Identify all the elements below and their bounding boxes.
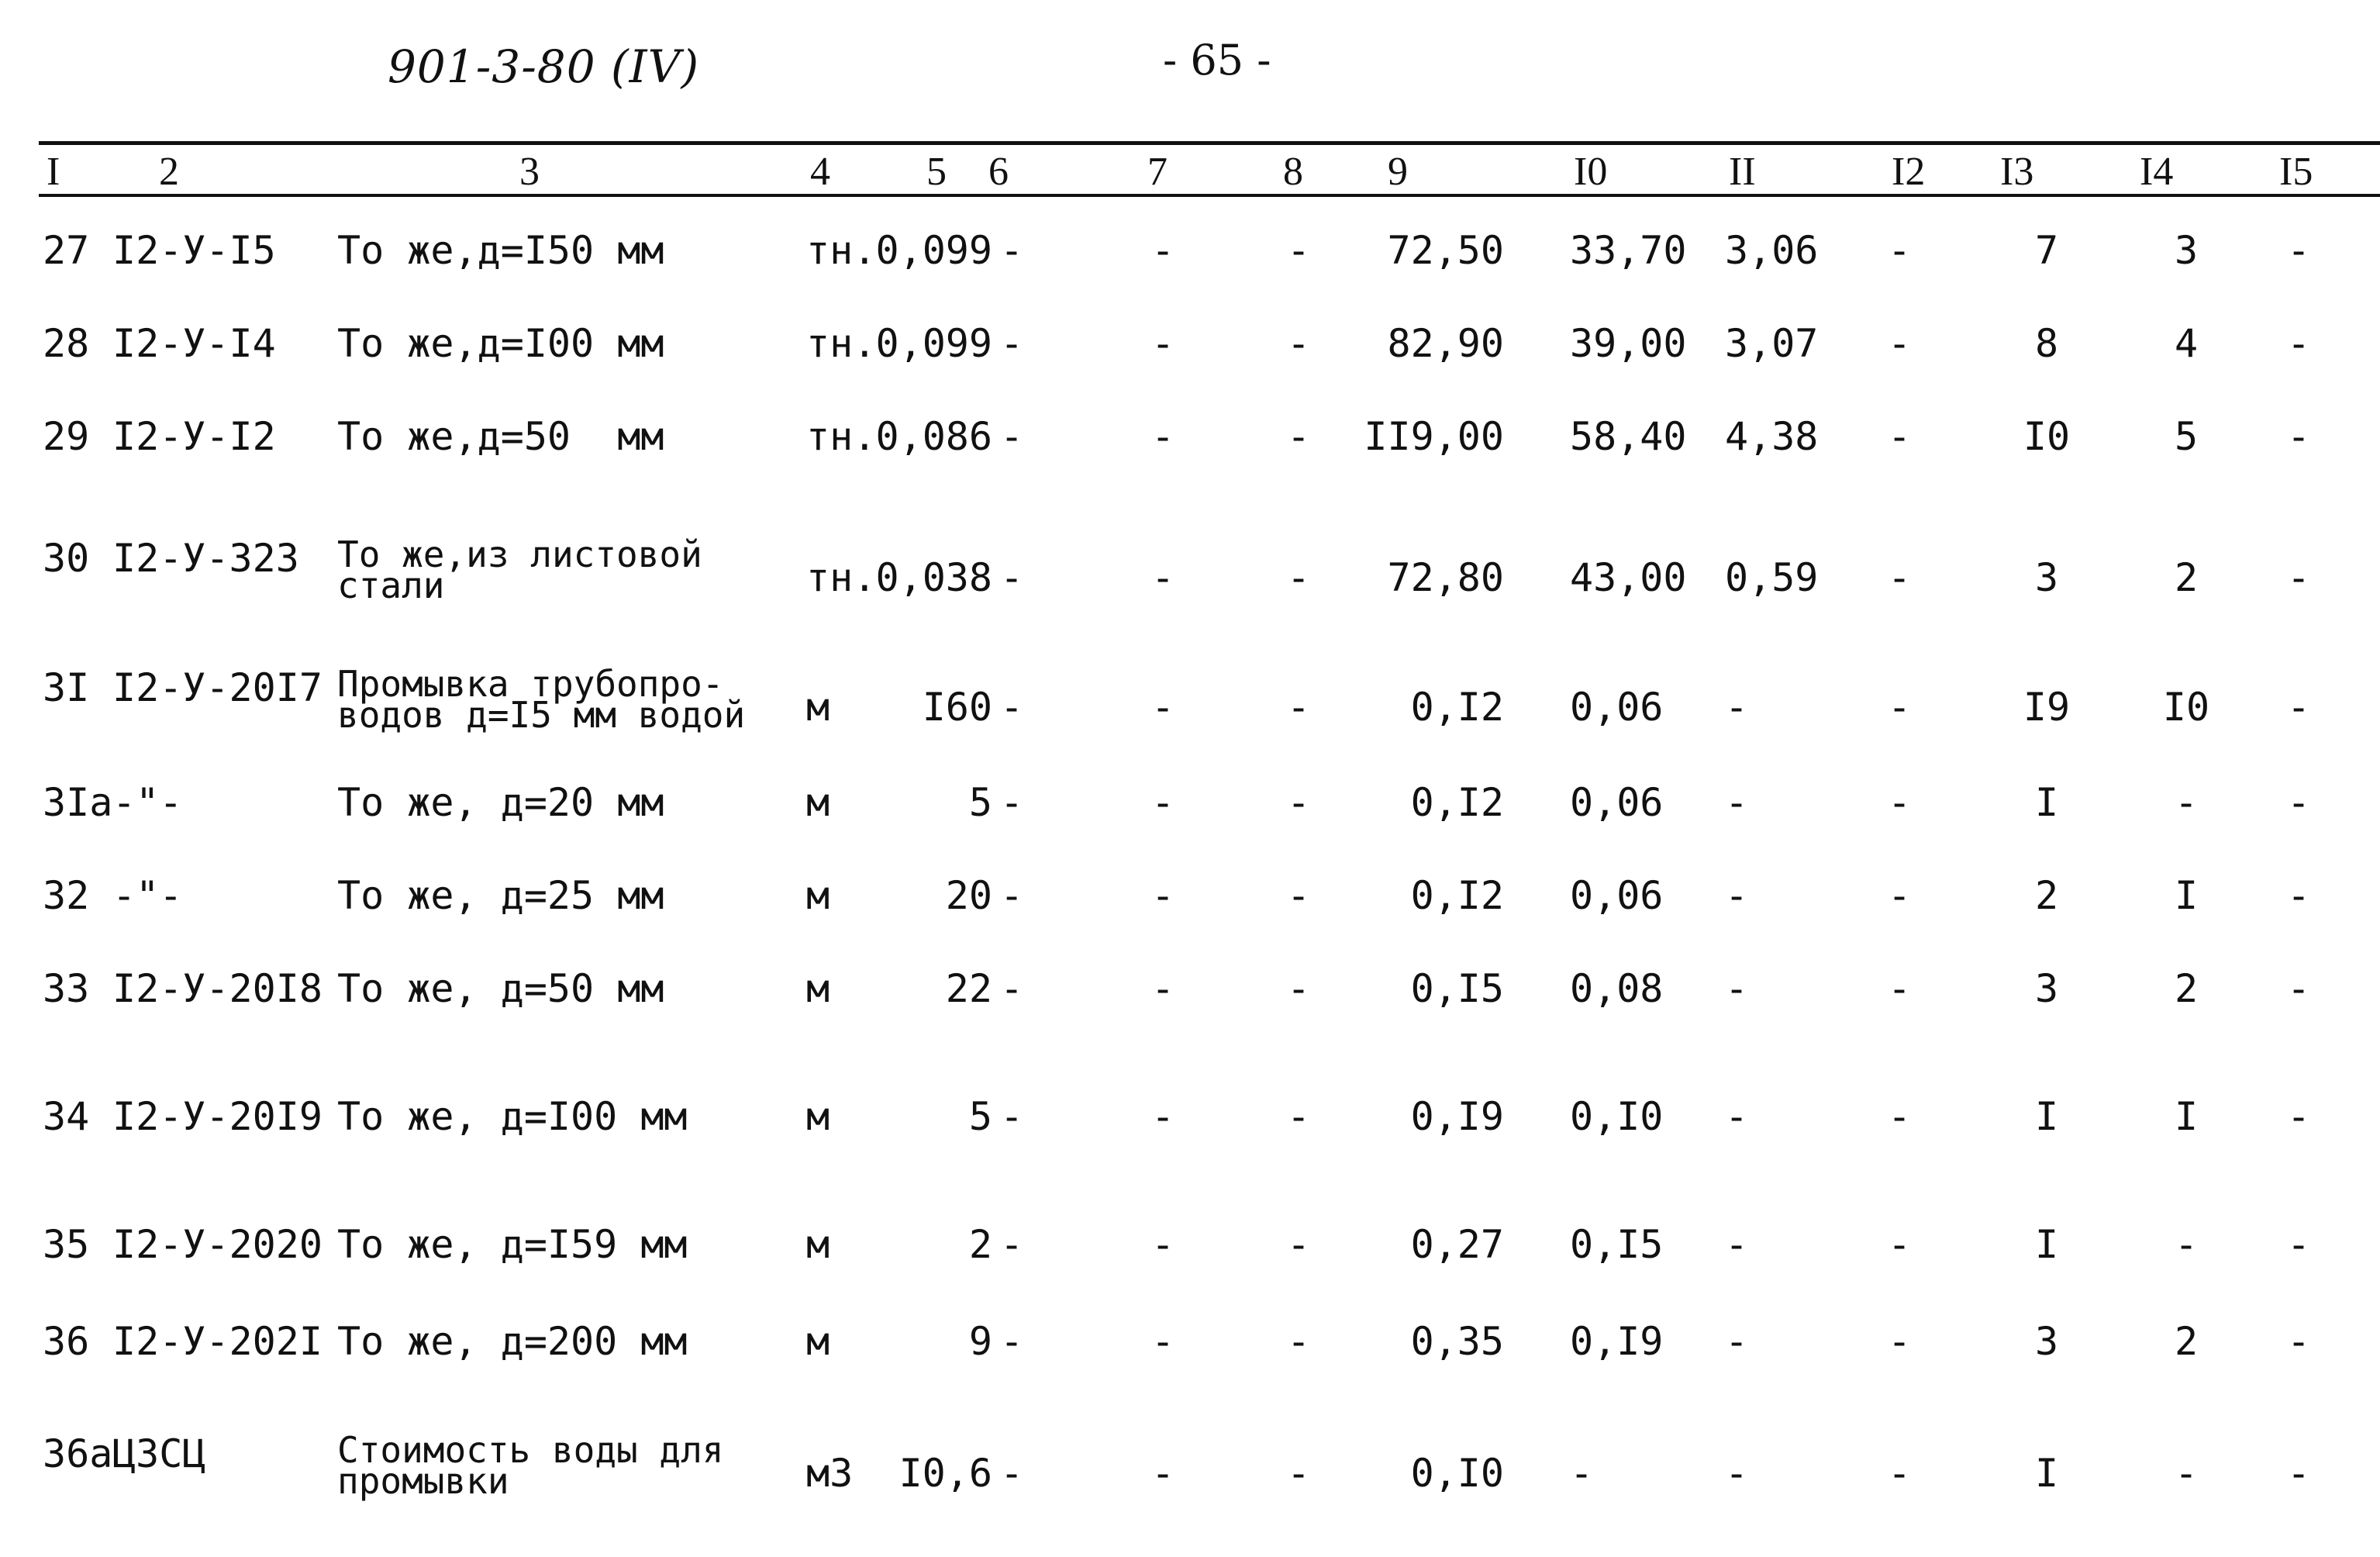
- column-header: I3: [2000, 150, 2034, 194]
- cell-c6: -: [1000, 780, 1024, 825]
- cell-c12: -: [1887, 1319, 1912, 1364]
- cell-c13: I: [2034, 1451, 2059, 1496]
- cell-c12: -: [1887, 1222, 1912, 1267]
- cell-c10: 43,00: [1570, 555, 1687, 600]
- cell-description: То же, д=I00 мм: [337, 1094, 688, 1139]
- column-header: II: [1729, 150, 1756, 194]
- cell-c9: 0,I0: [1410, 1451, 1504, 1496]
- cell-c6: -: [1000, 685, 1024, 730]
- cell-c11: -: [1725, 1451, 1749, 1496]
- cell-description: То же,д=50 мм: [337, 414, 664, 459]
- cell-c8: -: [1286, 228, 1311, 273]
- cell-unit: м: [806, 1222, 830, 1267]
- cell-code: -"-: [112, 780, 183, 825]
- cell-c11: 0,59: [1725, 555, 1819, 600]
- cell-qty: 0,038: [875, 555, 992, 600]
- cell-c6: -: [1000, 555, 1024, 600]
- cell-c6: -: [1000, 414, 1024, 459]
- cell-unit: тн.: [806, 555, 877, 600]
- top-rule: [39, 141, 2380, 145]
- cell-description: То же, д=I59 мм: [337, 1222, 688, 1267]
- cell-c8: -: [1286, 685, 1311, 730]
- cell-n: 34: [43, 1094, 90, 1139]
- cell-c15: -: [2286, 966, 2311, 1011]
- cell-c12: -: [1887, 414, 1912, 459]
- cell-qty: 5: [968, 780, 992, 825]
- cell-c9: 72,50: [1387, 228, 1504, 273]
- column-header: 9: [1388, 150, 1408, 194]
- cell-c9: 0,I2: [1410, 685, 1504, 730]
- cell-c14: -: [2174, 1222, 2199, 1267]
- cell-c8: -: [1286, 414, 1311, 459]
- column-header: I2: [1892, 150, 1926, 194]
- cell-description: То же, д=20 мм: [337, 780, 664, 825]
- cell-c7: -: [1150, 966, 1175, 1011]
- column-header: 6: [988, 150, 1009, 194]
- cell-c9: 0,I9: [1410, 1094, 1504, 1139]
- cell-c12: -: [1887, 228, 1912, 273]
- cell-c11: -: [1725, 685, 1749, 730]
- cell-c6: -: [1000, 1451, 1024, 1496]
- cell-c13: 3: [2034, 1319, 2059, 1364]
- cell-c15: -: [2286, 228, 2311, 273]
- cell-c8: -: [1286, 1451, 1311, 1496]
- cell-unit: м: [806, 780, 830, 825]
- cell-c8: -: [1286, 780, 1311, 825]
- cell-n: 3I: [43, 665, 90, 710]
- cell-unit: м3: [806, 1451, 854, 1496]
- cell-qty: 20: [945, 873, 992, 918]
- cell-c15: -: [2286, 780, 2311, 825]
- cell-c10: 0,08: [1570, 966, 1664, 1011]
- column-header: I: [47, 150, 60, 194]
- cell-unit: тн.: [806, 414, 877, 459]
- cell-c11: 4,38: [1725, 414, 1819, 459]
- cell-c12: -: [1887, 321, 1912, 366]
- cell-c14: -: [2174, 1451, 2199, 1496]
- cell-c6: -: [1000, 873, 1024, 918]
- cell-c10: 0,06: [1570, 780, 1664, 825]
- cell-qty: 5: [968, 1094, 992, 1139]
- cell-code: ЦЗСЦ: [112, 1431, 206, 1476]
- cell-c8: -: [1286, 321, 1311, 366]
- cell-c14: 2: [2174, 555, 2199, 600]
- cell-c13: I: [2034, 1094, 2059, 1139]
- cell-c11: -: [1725, 1222, 1749, 1267]
- cell-code: I2-У-I5: [112, 228, 276, 273]
- cell-c10: 0,I5: [1570, 1222, 1664, 1267]
- cell-unit: тн.: [806, 228, 877, 273]
- cell-c7: -: [1150, 555, 1175, 600]
- cell-n: 3Iа: [43, 780, 113, 825]
- cell-c12: -: [1887, 966, 1912, 1011]
- cell-c7: -: [1150, 1451, 1175, 1496]
- cell-c9: II9,00: [1364, 414, 1504, 459]
- cell-description: стали: [337, 564, 445, 606]
- cell-c14: I: [2174, 873, 2199, 918]
- cell-c10: 39,00: [1570, 321, 1687, 366]
- cell-description: промывки: [337, 1460, 509, 1502]
- cell-c7: -: [1150, 685, 1175, 730]
- cell-c15: -: [2286, 1222, 2311, 1267]
- cell-code: I2-У-2020: [112, 1222, 323, 1267]
- cell-n: 32: [43, 873, 90, 918]
- cell-code: I2-У-323: [112, 536, 299, 581]
- cell-c6: -: [1000, 966, 1024, 1011]
- cell-c15: -: [2286, 873, 2311, 918]
- cell-c11: 3,07: [1725, 321, 1819, 366]
- column-header: I0: [1574, 150, 1608, 194]
- cell-unit: м: [806, 966, 830, 1011]
- cell-unit: м: [806, 873, 830, 918]
- cell-c8: -: [1286, 555, 1311, 600]
- cell-description: То же, д=200 мм: [337, 1319, 688, 1364]
- column-header: 2: [159, 150, 179, 194]
- cell-n: 36а: [43, 1431, 113, 1476]
- cell-c15: -: [2286, 685, 2311, 730]
- cell-c10: 58,40: [1570, 414, 1687, 459]
- cell-c9: 0,I2: [1410, 780, 1504, 825]
- document-code: 901-3-80 (IV): [388, 40, 700, 93]
- cell-c13: I9: [2023, 685, 2071, 730]
- cell-c10: 0,06: [1570, 873, 1664, 918]
- cell-c6: -: [1000, 228, 1024, 273]
- cell-c9: 0,I5: [1410, 966, 1504, 1011]
- cell-c12: -: [1887, 780, 1912, 825]
- cell-c14: I0: [2162, 685, 2210, 730]
- cell-code: I2-У-I2: [112, 414, 276, 459]
- cell-qty: 2: [968, 1222, 992, 1267]
- cell-qty: 9: [968, 1319, 992, 1364]
- cell-c14: 2: [2174, 1319, 2199, 1364]
- cell-c13: 3: [2034, 555, 2059, 600]
- cell-c15: -: [2286, 1319, 2311, 1364]
- cell-c11: -: [1725, 780, 1749, 825]
- cell-qty: I0,6: [899, 1451, 992, 1496]
- cell-c12: -: [1887, 685, 1912, 730]
- cell-c6: -: [1000, 321, 1024, 366]
- cell-qty: I60: [922, 685, 992, 730]
- cell-c12: -: [1887, 1094, 1912, 1139]
- cell-c12: -: [1887, 873, 1912, 918]
- cell-c7: -: [1150, 1222, 1175, 1267]
- cell-c10: 0,I0: [1570, 1094, 1664, 1139]
- cell-c6: -: [1000, 1319, 1024, 1364]
- cell-c9: 0,35: [1410, 1319, 1504, 1364]
- cell-description: То же,из листовой: [337, 533, 702, 575]
- cell-c8: -: [1286, 873, 1311, 918]
- cell-n: 28: [43, 321, 90, 366]
- cell-c11: -: [1725, 1319, 1749, 1364]
- cell-description: То же, д=25 мм: [337, 873, 664, 918]
- column-header: 8: [1283, 150, 1303, 194]
- cell-n: 35: [43, 1222, 90, 1267]
- cell-n: 27: [43, 228, 90, 273]
- cell-c11: -: [1725, 1094, 1749, 1139]
- cell-c15: -: [2286, 414, 2311, 459]
- cell-c7: -: [1150, 414, 1175, 459]
- column-header: I5: [2279, 150, 2313, 194]
- cell-qty: 0,086: [875, 414, 992, 459]
- cell-unit: м: [806, 1319, 830, 1364]
- cell-code: I2-У-I4: [112, 321, 276, 366]
- cell-c8: -: [1286, 1094, 1311, 1139]
- column-header: 5: [926, 150, 947, 194]
- cell-description: То же,д=I50 мм: [337, 228, 664, 273]
- cell-c10: 0,06: [1570, 685, 1664, 730]
- column-header: 7: [1147, 150, 1168, 194]
- cell-c10: -: [1570, 1451, 1594, 1496]
- cell-code: I2-У-20I8: [112, 966, 323, 1011]
- cell-c15: -: [2286, 555, 2311, 600]
- cell-code: I2-У-202I: [112, 1319, 323, 1364]
- column-header: 3: [519, 150, 540, 194]
- cell-c14: 5: [2174, 414, 2199, 459]
- cell-description: водов д=I5 мм водой: [337, 694, 746, 736]
- cell-c14: I: [2174, 1094, 2199, 1139]
- cell-unit: м: [806, 1094, 830, 1139]
- cell-c13: I0: [2023, 414, 2071, 459]
- cell-c9: 82,90: [1387, 321, 1504, 366]
- cell-code: I2-У-20I9: [112, 1094, 323, 1139]
- cell-c13: 8: [2034, 321, 2059, 366]
- cell-c13: 2: [2034, 873, 2059, 918]
- cell-unit: м: [806, 685, 830, 730]
- cell-c7: -: [1150, 321, 1175, 366]
- cell-description: То же,д=I00 мм: [337, 321, 664, 366]
- cell-qty: 0,099: [875, 228, 992, 273]
- cell-c11: -: [1725, 873, 1749, 918]
- cell-c15: -: [2286, 321, 2311, 366]
- cell-qty: 22: [945, 966, 992, 1011]
- cell-description: Стоимость воды для: [337, 1429, 724, 1471]
- cell-c14: 4: [2174, 321, 2199, 366]
- cell-c14: 2: [2174, 966, 2199, 1011]
- cell-c14: -: [2174, 780, 2199, 825]
- cell-n: 29: [43, 414, 90, 459]
- cell-c6: -: [1000, 1222, 1024, 1267]
- cell-code: I2-У-20I7: [112, 665, 323, 710]
- cell-c7: -: [1150, 228, 1175, 273]
- cell-c9: 72,80: [1387, 555, 1504, 600]
- cell-c8: -: [1286, 1222, 1311, 1267]
- cell-c8: -: [1286, 966, 1311, 1011]
- cell-n: 30: [43, 536, 90, 581]
- cell-c15: -: [2286, 1451, 2311, 1496]
- cell-c13: I: [2034, 780, 2059, 825]
- cell-c13: 7: [2034, 228, 2059, 273]
- cell-code: -"-: [112, 873, 183, 918]
- cell-c13: I: [2034, 1222, 2059, 1267]
- cell-c11: -: [1725, 966, 1749, 1011]
- cell-qty: 0,099: [875, 321, 992, 366]
- cell-c9: 0,I2: [1410, 873, 1504, 918]
- cell-n: 36: [43, 1319, 90, 1364]
- cell-c10: 33,70: [1570, 228, 1687, 273]
- cell-c14: 3: [2174, 228, 2199, 273]
- column-header: 4: [810, 150, 830, 194]
- cell-c7: -: [1150, 1094, 1175, 1139]
- cell-c7: -: [1150, 873, 1175, 918]
- cell-c7: -: [1150, 780, 1175, 825]
- cell-c11: 3,06: [1725, 228, 1819, 273]
- column-header: I4: [2140, 150, 2174, 194]
- cell-c8: -: [1286, 1319, 1311, 1364]
- cell-c15: -: [2286, 1094, 2311, 1139]
- page-number: - 65 -: [1163, 36, 1271, 85]
- cell-c12: -: [1887, 555, 1912, 600]
- cell-c10: 0,I9: [1570, 1319, 1664, 1364]
- cell-c9: 0,27: [1410, 1222, 1504, 1267]
- cell-c6: -: [1000, 1094, 1024, 1139]
- cell-c13: 3: [2034, 966, 2059, 1011]
- cell-c7: -: [1150, 1319, 1175, 1364]
- cell-unit: тн.: [806, 321, 877, 366]
- cell-c12: -: [1887, 1451, 1912, 1496]
- cell-n: 33: [43, 966, 90, 1011]
- cell-description: То же, д=50 мм: [337, 966, 664, 1011]
- cell-description: Промывка трубопро-: [337, 663, 724, 705]
